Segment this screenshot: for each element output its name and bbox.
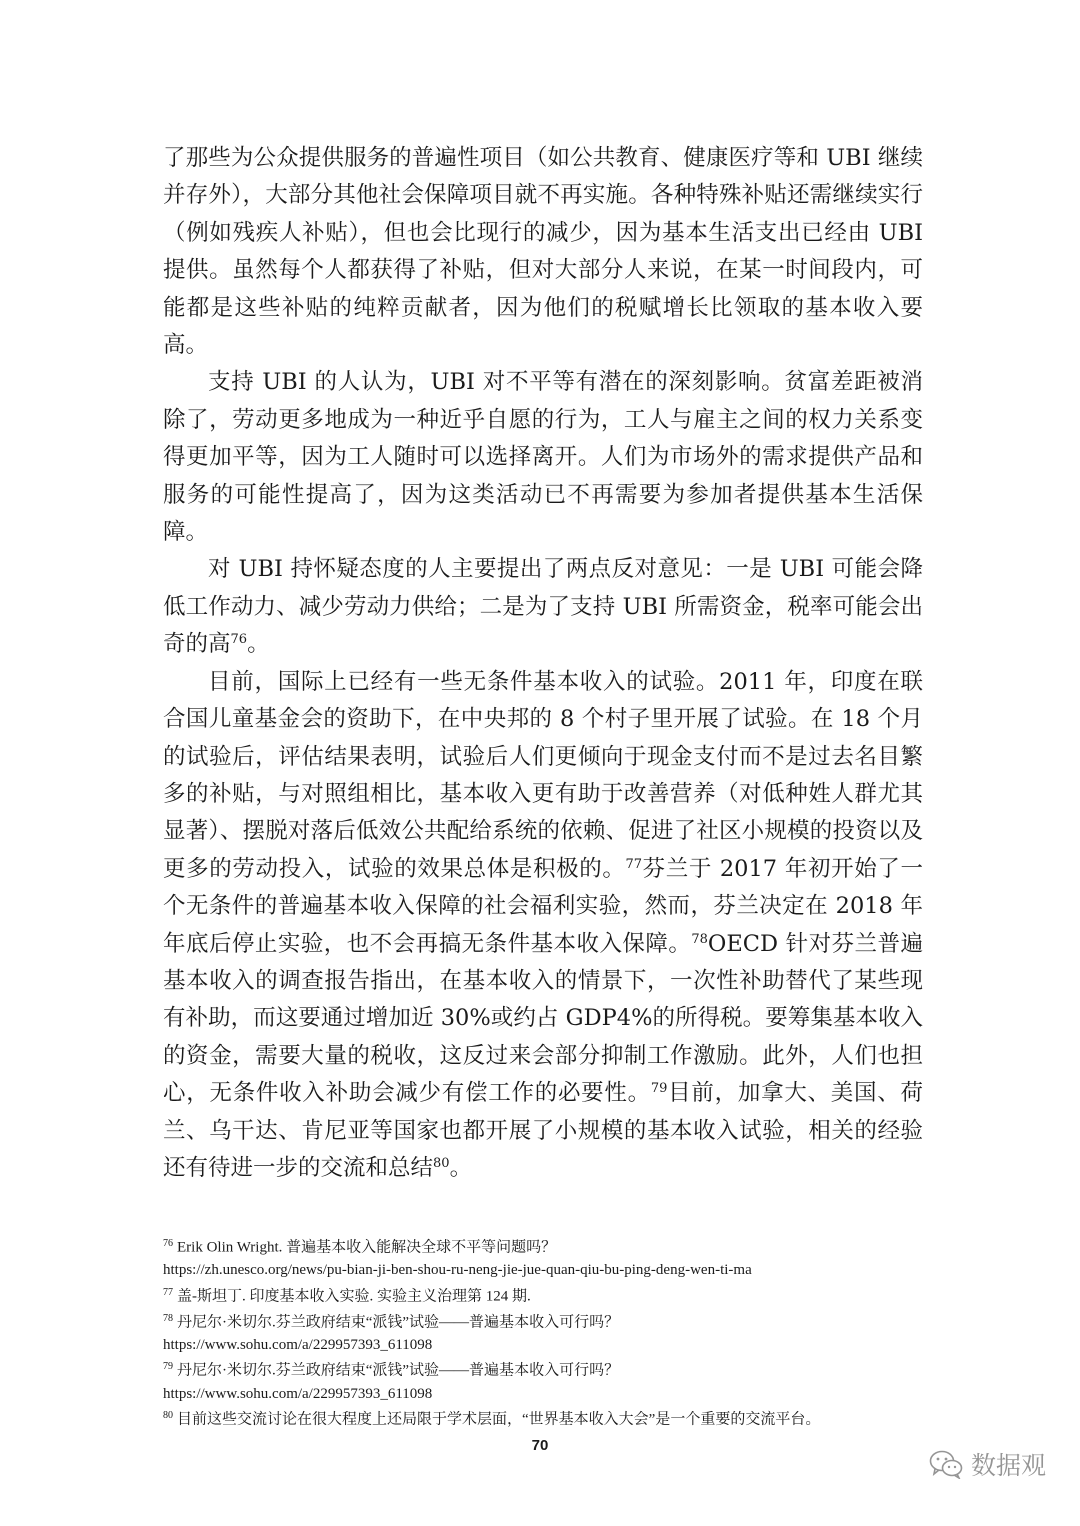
paragraph [163,551,923,663]
paragraph-text: 支持 UBI 的人认为，UBI 对不平等有潜在的深刻影响。贫富差距被消除了，劳动更多地成为一种近乎自愿的行为，工人与雇主之间的权力关系变得更加平等，因为工人随时可以选择离开。人们为市场外的需求提供产品和服务的可能性提高了，因为这类活动已不再需要为参加者提供基本生活保障。 [163,369,923,546]
body-text [163,140,923,1187]
paragraph-text: 对 UBI 持怀疑态度的人主要提出了两点反对意见：一是 UBI 可能会降低工作动力、减少劳动力供给；二是为了支持 UBI 所需资金，税率可能会出奇的高 [163,556,923,658]
footnote-ref: 80 [433,1156,450,1172]
paragraph [163,140,923,364]
footnote-text: https://www.sohu.com/a/229957393_611098 [163,1336,433,1353]
footnote-line [163,1334,923,1357]
footnote-number: 77 [163,1286,173,1298]
watermark-text: 数据观 [970,1451,1046,1480]
footnote-text: 目前这些交流讨论在很大程度上还局限于学术层面，“世界基本收入大会”是一个重要的交流平台。 [177,1411,821,1428]
page-number: 70 [531,1437,549,1454]
paragraph-text: 目前，国际上已经有一些无条件基本收入的试验。2011 年，印度在联合国儿童基金会的资助下，在中央邦的 8 个村子里开展了试验。在 18 个月的试验后，评估结果表明，试验后人们更倾向于现金支付而不是过去名目繁多的补贴，与对照组相比，基本收入更有助于改善营养（对低种姓人群尤其显著）、摆脱对落后低效公共配给系统的依赖、促进了社区小规模的投资以及更多的劳动投入，试验的效果总体是积极的。 [163,668,923,882]
footnote-line [163,1233,923,1259]
wechat-icon [929,1449,963,1479]
footnote-line [163,1282,923,1308]
footnote-text: https://zh.unesco.org/news/pu-bian-ji-ben-shou-ru-neng-jie-jue-quan-qiu-bu-ping-deng-wen-ti-ma [163,1262,752,1279]
paragraph-text: 了那些为公众提供服务的普遍性项目（如公共教育、健康医疗等和 UBI 继续并存外），大部分其他社会保障项目就不再实施。各种特殊补贴还需继续实行（例如残疾人补贴），但也会比现行的减少，因为基本生活支出已经由 UBI 提供。虽然每个人都获得了补贴，但对大部分人来说，在某一时间段内，可能都是这些补贴的纯粹贡献者，因为他们的税赋增长比领取的基本收入要高。 [163,145,923,359]
footnote-text: 盖-斯坦丁. 印度基本收入实验. 实验主义治理第 124 期. [177,1288,531,1305]
footnote-line [163,1405,923,1431]
paragraph-text: 目前，加拿大、美国、荷兰、乌干达、肯尼亚等国家也都开展了小规模的基本收入试验，相关的经验还有待进一步的交流和总结 [163,1080,923,1181]
footnote-line [163,1308,923,1334]
footnote-text: 丹尼尔·米切尔.芬兰政府结束“派钱”试验——普遍基本收入可行吗？ [177,1314,620,1331]
footnote-ref: 76 [230,632,248,648]
footnote-line [163,1383,923,1406]
paragraph-text: 芬兰于 2017 年初开始了一个无条件的普遍基本收入保障的社会福利实验，然而，芬兰决定在 2018 年年底后停止实验，也不会再搞无条件基本收入保障。 [163,855,923,957]
footnote-text: Erik Olin Wright. 普遍基本收入能解决全球不平等问题吗？ [177,1239,557,1256]
footnote-number: 80 [163,1410,173,1422]
footnote-ref: 79 [650,1081,668,1097]
footnote-number: 78 [163,1312,173,1324]
footnote-text: 丹尼尔·米切尔.芬兰政府结束“派钱”试验——普遍基本收入可行吗？ [177,1362,620,1379]
footnote-ref: 78 [691,931,708,947]
paragraph [163,364,923,551]
paragraph-text: 。 [247,631,270,658]
footnote-ref: 77 [625,856,643,872]
paragraph [163,664,923,1188]
footnote-number: 79 [163,1361,173,1373]
footnote-number: 76 [163,1238,173,1249]
footnote-line [163,1259,923,1282]
footnote-text: https://www.sohu.com/a/229957393_611098 [163,1385,433,1402]
watermark [929,1444,1046,1484]
paragraph-text: OECD 针对芬兰普遍基本收入的调查报告指出，在基本收入的情景下，一次性补助替代了某些现有补助，而这要通过增加近 30%或约占 GDP4%的所得税。要筹集基本收入的资金，需要大量的税收，这反过来会部分抑制工作激励。此外，人们也担心，无条件收入补助会减少有偿工作的必要性。 [163,930,923,1107]
paragraph-text: 。 [449,1154,473,1181]
footnote-line [163,1356,923,1382]
footnotes [163,1233,923,1431]
